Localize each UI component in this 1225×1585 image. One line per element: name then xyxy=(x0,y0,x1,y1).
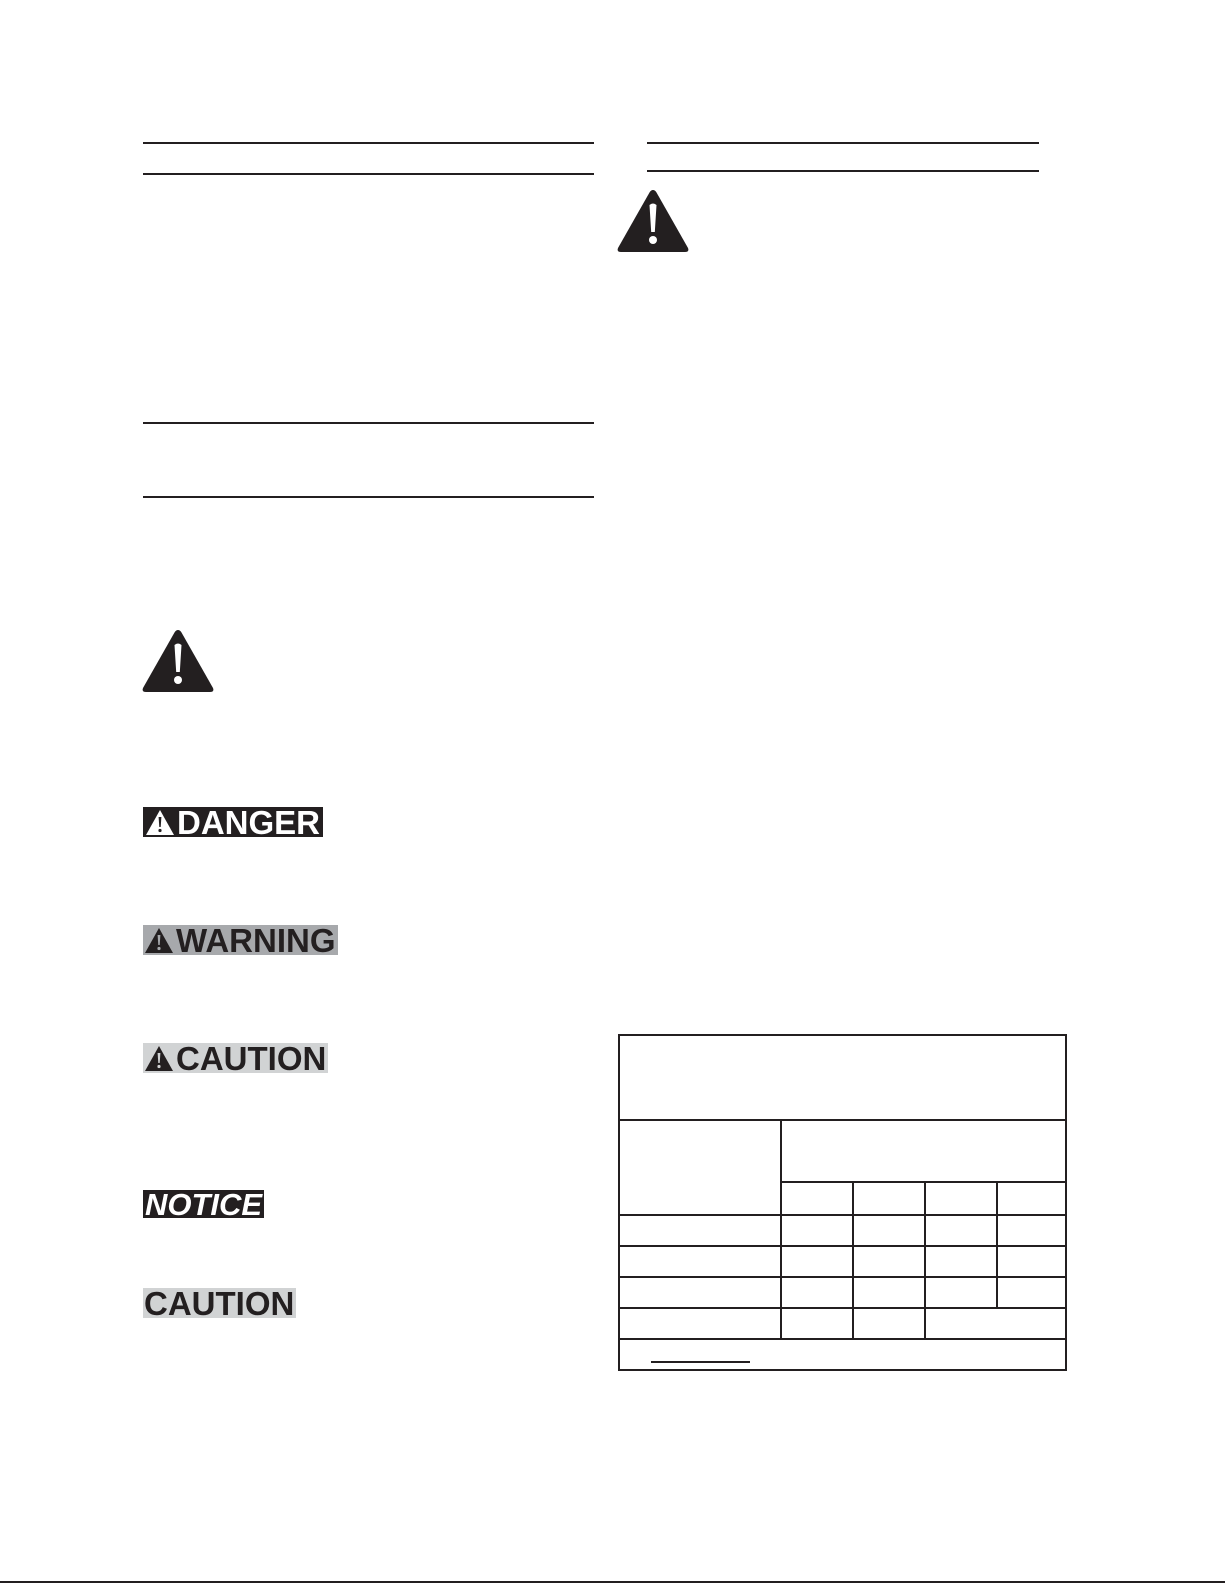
table-row-divider xyxy=(620,1119,1065,1121)
warning-signal-text: WARNING xyxy=(176,921,336,959)
table-column-divider xyxy=(996,1181,998,1309)
table-row-divider xyxy=(620,1214,1065,1216)
warning-triangle-icon xyxy=(616,188,690,254)
caution-plain-signal-label xyxy=(143,1284,296,1322)
left-header-rule-bottom xyxy=(143,173,594,175)
left-section-rule-bottom xyxy=(143,496,594,498)
table-row-divider xyxy=(620,1338,1065,1340)
caution-signal-text: CAUTION xyxy=(176,1039,327,1077)
table-column-divider xyxy=(924,1181,926,1340)
table-footnote-underline xyxy=(651,1361,750,1363)
right-header-rule-bottom xyxy=(647,170,1039,172)
right-header-rule-top xyxy=(647,142,1039,144)
specification-table xyxy=(618,1034,1067,1371)
warning-triangle-icon xyxy=(144,1045,174,1072)
danger-signal-label xyxy=(143,803,323,841)
warning-signal-label xyxy=(143,921,338,959)
table-column-divider xyxy=(852,1181,854,1340)
table-row-divider xyxy=(781,1181,1065,1183)
left-header-rule-top xyxy=(143,142,594,144)
table-column-divider xyxy=(780,1119,782,1340)
warning-triangle-icon xyxy=(145,809,175,836)
caution-signal-label xyxy=(143,1039,328,1077)
notice-signal-label xyxy=(143,1186,264,1222)
left-section-rule-top xyxy=(143,422,594,424)
notice-signal-text: NOTICE xyxy=(145,1186,263,1222)
warning-triangle-icon xyxy=(141,628,215,694)
page-bottom-rule xyxy=(0,1581,1225,1583)
caution-plain-signal-text: CAUTION xyxy=(144,1284,295,1322)
warning-triangle-icon xyxy=(144,927,174,954)
table-row-divider xyxy=(620,1245,1065,1247)
table-row-divider xyxy=(620,1307,1065,1309)
danger-signal-text: DANGER xyxy=(177,803,321,841)
table-row-divider xyxy=(620,1276,1065,1278)
